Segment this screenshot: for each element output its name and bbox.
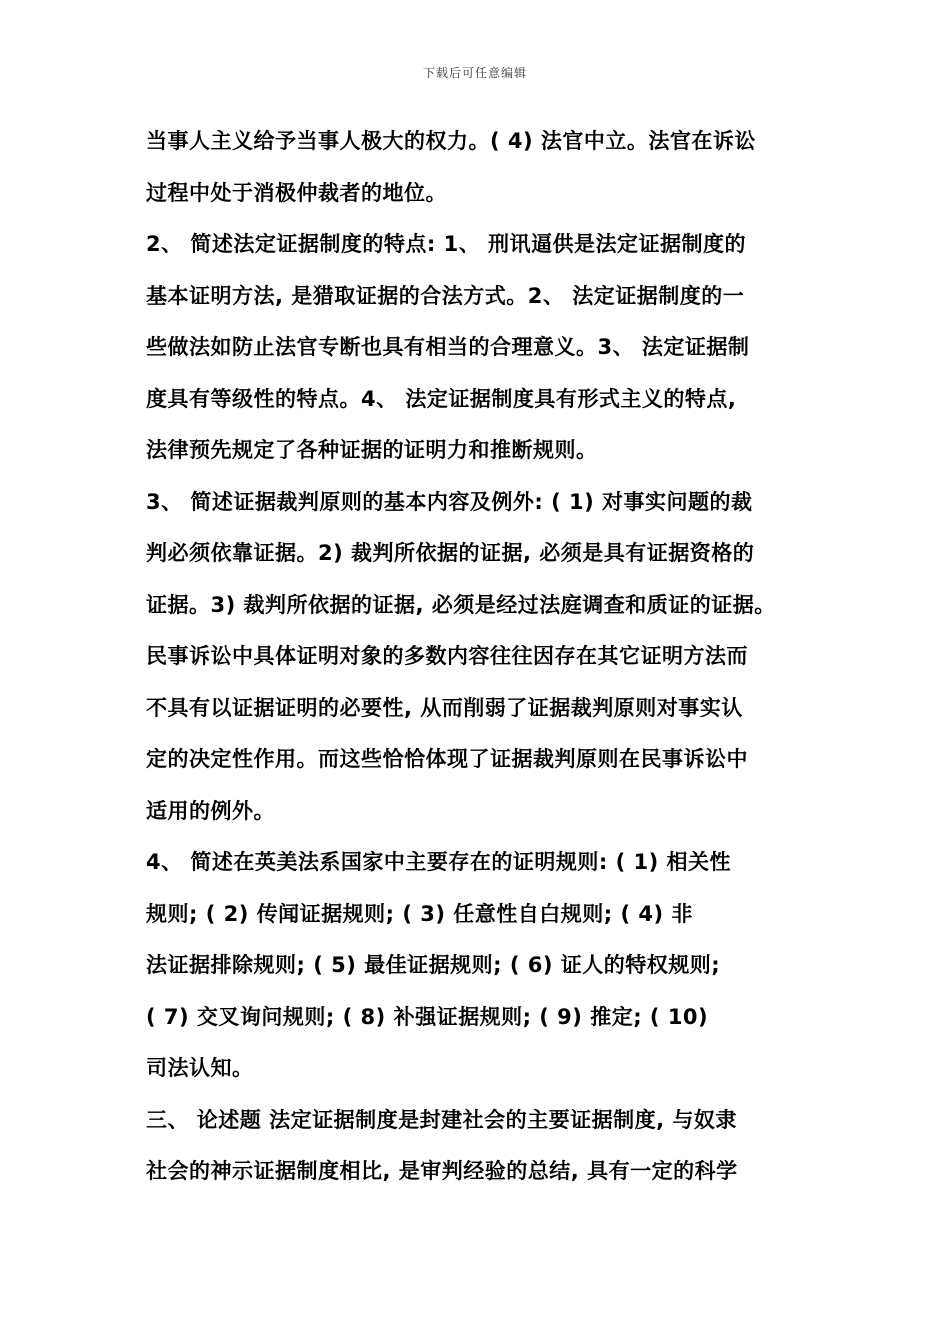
text-line: 3、 简述证据裁判原则的基本内容及例外: ( 1) 对事实问题的裁 xyxy=(146,489,753,514)
page-header-note: 下载后可任意编辑 xyxy=(422,66,527,80)
text-line: 判必须依靠证据。2) 裁判所依据的证据, 必须是具有证据资格的 xyxy=(146,541,755,565)
text-line: 规则; ( 2) 传闻证据规则; ( 3) 任意性自白规则; ( 4) 非 xyxy=(146,901,693,926)
text-line: 民事诉讼中具体证明对象的多数内容往往因存在其它证明方法而 xyxy=(146,644,748,668)
text-line: 证据。3) 裁判所依据的证据, 必须是经过法庭调查和质证的证据。 xyxy=(146,592,776,617)
text-line: 司法认知。 xyxy=(146,1056,254,1080)
text-line: 适用的例外。 xyxy=(146,798,275,823)
text-line: 定的决定性作用。而这些恰恰体现了证据裁判原则在民事诉讼中 xyxy=(146,747,748,771)
text-line: 度具有等级性的特点。4、 法定证据制度具有形式主义的特点, xyxy=(146,386,737,411)
text-line: 当事人主义给予当事人极大的权力。( 4) 法官中立。法官在诉讼 xyxy=(146,129,756,153)
text-line: 些做法如防止法官专断也具有相当的合理意义。3、 法定证据制 xyxy=(146,335,750,359)
text-line: 过程中处于消极仲裁者的地位。 xyxy=(146,180,447,205)
text-line: 不具有以证据证明的必要性, 从而削弱了证据裁判原则对事实认 xyxy=(146,695,743,720)
text-line: 4、 简述在英美法系国家中主要存在的证明规则: ( 1) 相关性 xyxy=(146,850,732,874)
text-line: 法律预先规定了各种证据的证明力和推断规则。 xyxy=(146,438,598,462)
text-line: 三、 论述题 法定证据制度是封建社会的主要证据制度, 与奴隶 xyxy=(146,1107,737,1132)
text-line: 社会的神示证据制度相比, 是审判经验的总结, 具有一定的科学 xyxy=(146,1159,738,1183)
text-line: 法证据排除规则; ( 5) 最佳证据规则; ( 6) 证人的特权规则; xyxy=(146,953,721,977)
document-body xyxy=(146,116,826,1198)
text-line: 2、 简述法定证据制度的特点: 1、 刑讯逼供是法定证据制度的 xyxy=(146,232,747,256)
text-line: ( 7) 交叉询问规则; ( 8) 补强证据规则; ( 9) 推定; ( 10) xyxy=(146,1004,709,1029)
text-line: 基本证明方法, 是猎取证据的合法方式。2、 法定证据制度的一 xyxy=(146,283,745,308)
